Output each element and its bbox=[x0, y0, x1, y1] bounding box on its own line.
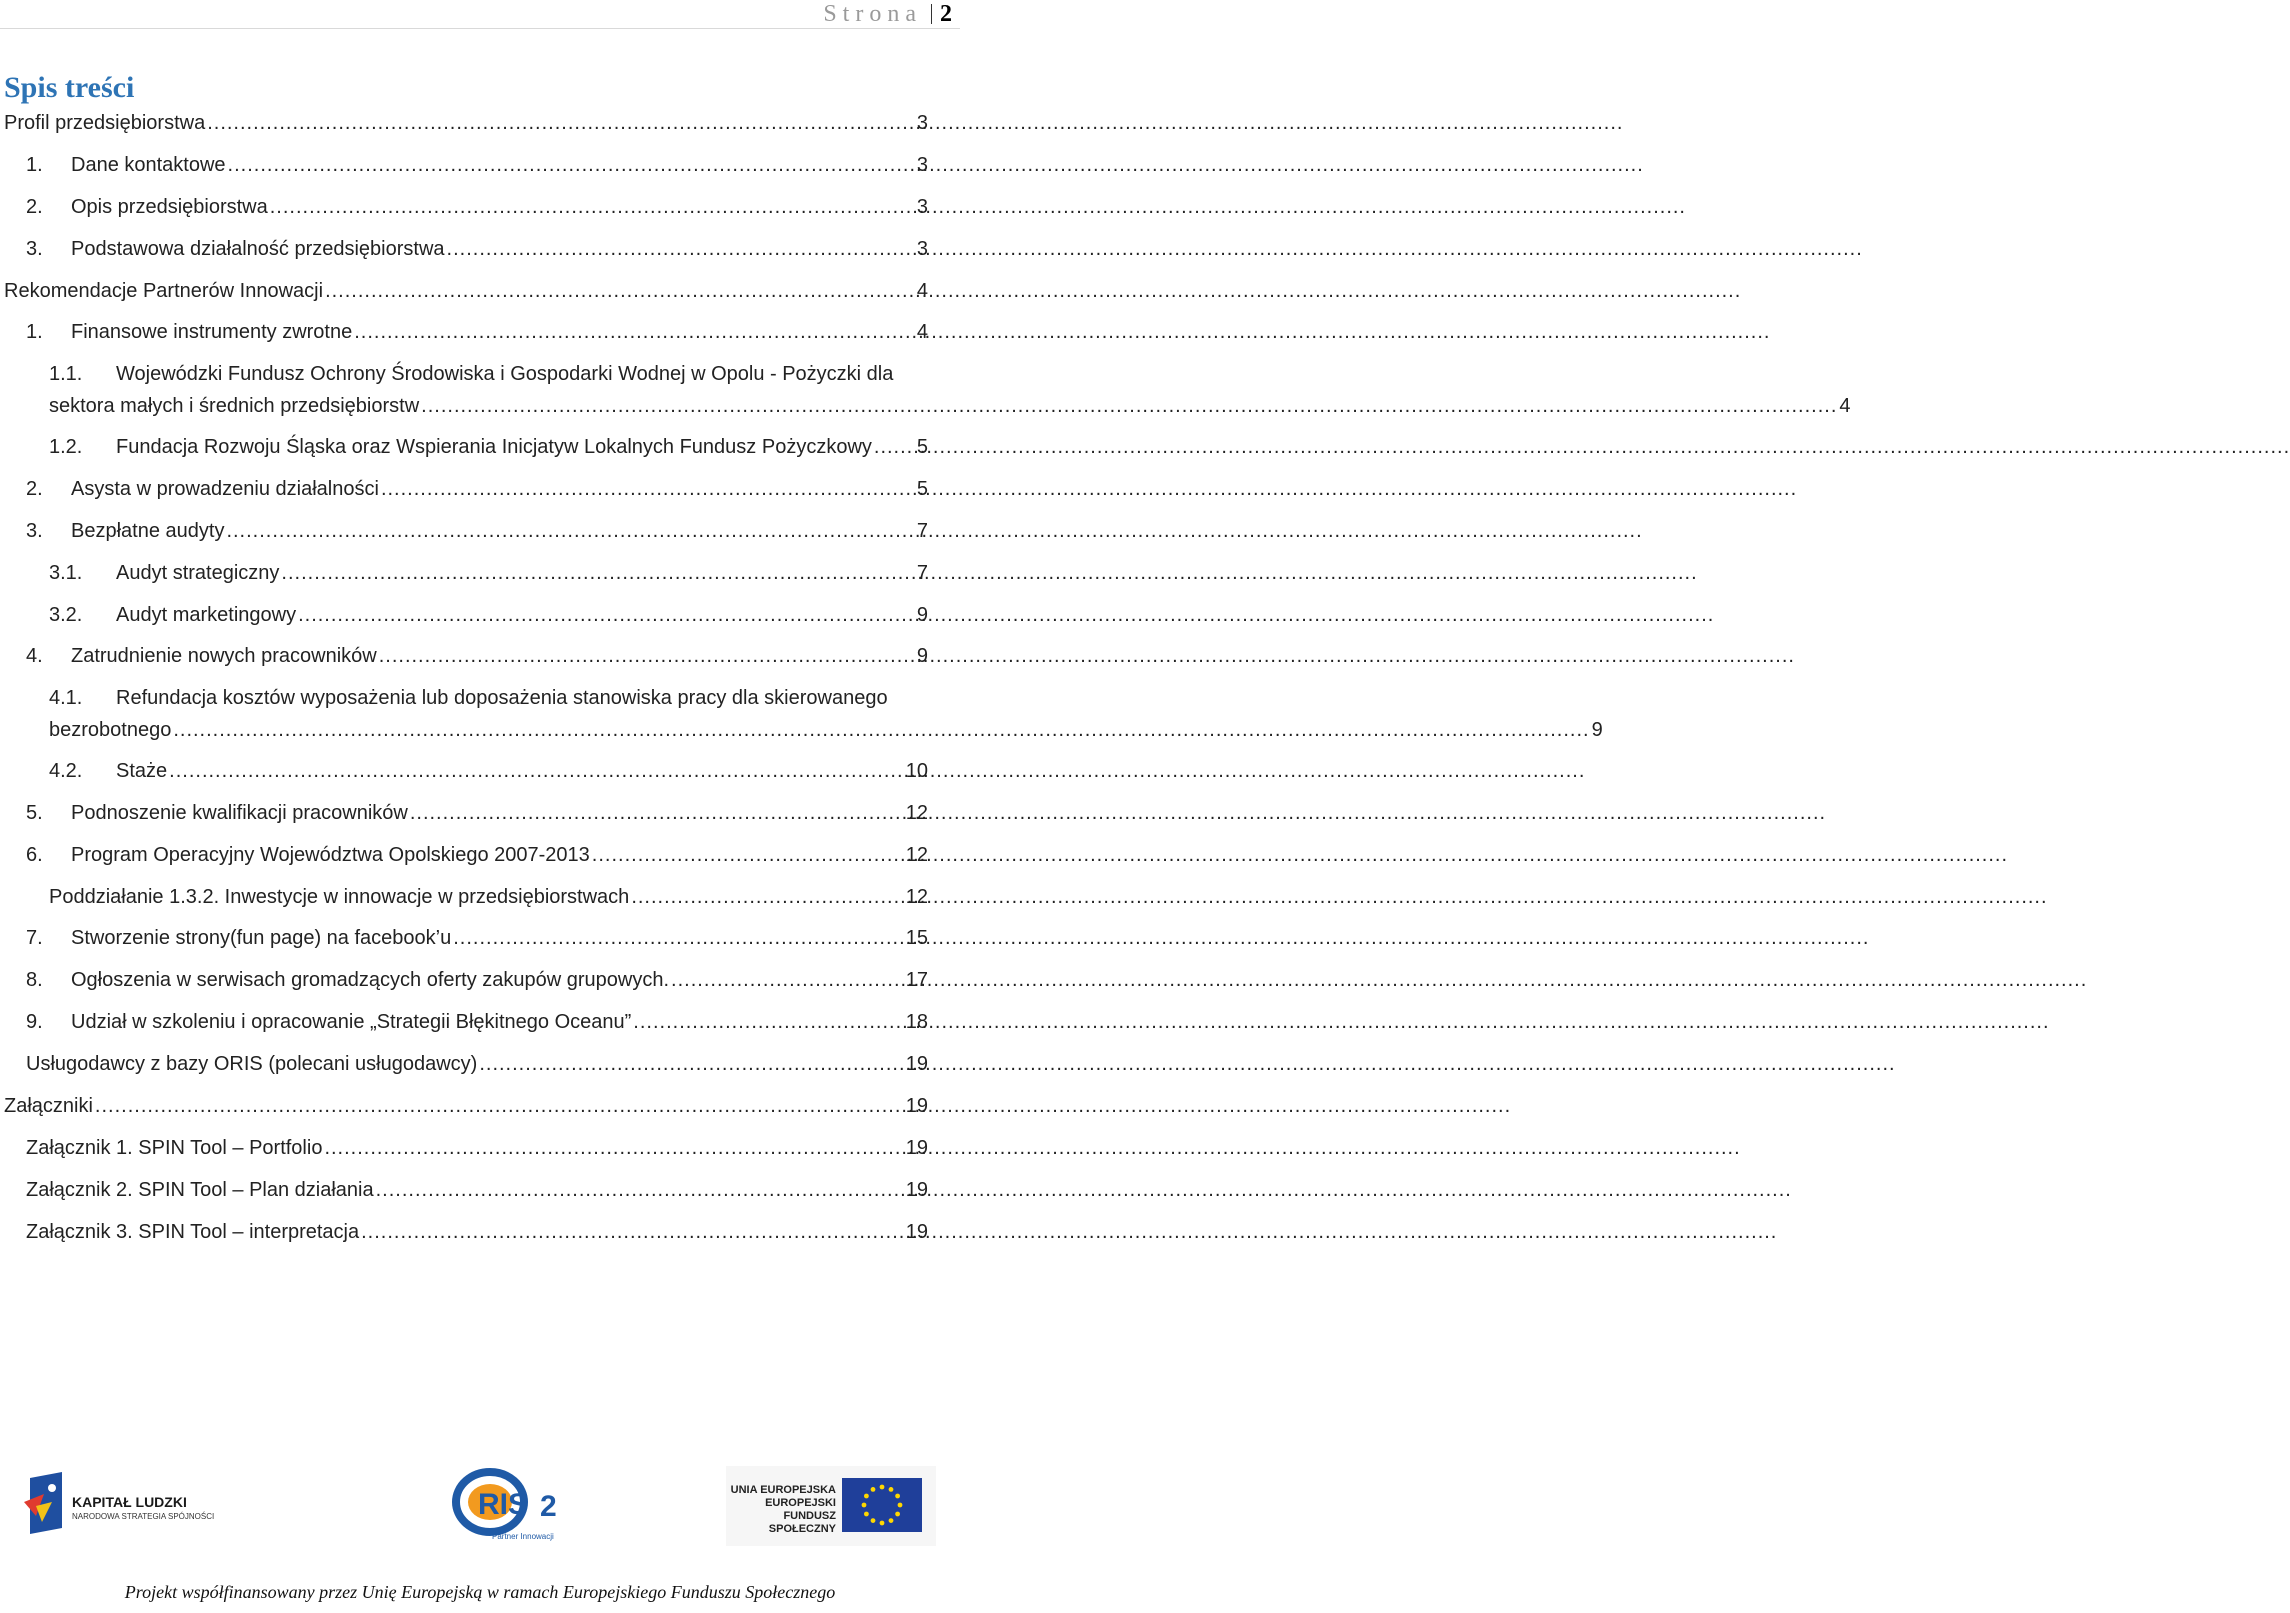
toc-leader bbox=[324, 1135, 903, 1161]
toc-entry-number: 1. bbox=[26, 154, 43, 176]
toc-entry-number: 2. bbox=[26, 196, 43, 218]
toc-entry-number: 4.1. bbox=[49, 687, 83, 709]
toc-entry-title: Opis przedsiębiorstwa bbox=[71, 196, 268, 218]
toc-entry-page: 9 bbox=[1591, 719, 1603, 741]
toc-entry-number: 4.2. bbox=[49, 760, 83, 782]
toc-entry-number: 8. bbox=[26, 969, 43, 991]
toc-leader bbox=[479, 1051, 903, 1077]
toc-entry[interactable] bbox=[4, 110, 928, 136]
toc-entry[interactable] bbox=[26, 319, 928, 345]
toc-entry-title: Finansowe instrumenty zwrotne bbox=[71, 321, 353, 343]
toc-leader bbox=[453, 925, 904, 951]
toc-entry[interactable] bbox=[49, 685, 1603, 743]
toc-entry-title: Audyt marketingowy bbox=[116, 604, 297, 626]
toc-entry[interactable] bbox=[26, 152, 928, 178]
eu-line-3: FUNDUSZ SPOŁECZNY bbox=[768, 1510, 836, 1535]
toc-entry-page: 4 bbox=[916, 280, 928, 302]
eu-logo bbox=[726, 1466, 936, 1546]
toc-entry-page: 19 bbox=[905, 1053, 928, 1075]
toc-entry[interactable] bbox=[26, 800, 928, 826]
toc-entry-title-cont: sektora małych i średnich przedsiębiorstw bbox=[49, 395, 420, 417]
toc-entry[interactable] bbox=[26, 1135, 928, 1161]
kapital-ludzki-subtitle: NARODOWA STRATEGIA SPÓJNOŚCI bbox=[72, 1512, 215, 1521]
toc-entry-number: 1. bbox=[26, 321, 43, 343]
toc-entry[interactable] bbox=[4, 1093, 928, 1119]
toc-entry-number: 1.2. bbox=[49, 436, 83, 458]
oris-subtitle: Partner Innowacji bbox=[492, 1532, 554, 1541]
toc-entry-number: 1.1. bbox=[49, 363, 83, 385]
toc-entry-title: Profil przedsiębiorstwa bbox=[4, 112, 206, 134]
toc-entry-second-line bbox=[49, 717, 1603, 743]
toc-entry[interactable] bbox=[26, 476, 928, 502]
toc-entry-page: 4 bbox=[1839, 395, 1851, 417]
toc-entry-second-line bbox=[49, 393, 1851, 419]
toc-entry-page: 5 bbox=[916, 436, 928, 458]
toc-entry-number: 5. bbox=[26, 802, 43, 824]
toc-entry-title: Asysta w prowadzeniu działalności bbox=[71, 478, 379, 500]
svg-text:RIS: RIS bbox=[478, 1488, 529, 1521]
toc-entry-page: 5 bbox=[916, 478, 928, 500]
page-label: Strona bbox=[823, 1, 922, 27]
toc-leader bbox=[421, 393, 1837, 419]
toc-entry-title: Refundacja kosztów wyposażenia lub doposażenia stanowiska pracy dla skierowanego bbox=[116, 687, 888, 709]
toc-leader bbox=[281, 560, 914, 586]
toc-entry[interactable] bbox=[26, 925, 928, 951]
eu-line-2: EUROPEJSKI bbox=[765, 1497, 836, 1509]
eu-logo-text bbox=[726, 1484, 836, 1536]
toc-entry-page: 19 bbox=[905, 1221, 928, 1243]
toc-leader bbox=[325, 278, 915, 304]
toc-entry-title: Udział w szkoleniu i opracowanie „Strategii Błękitnego Oceanu” bbox=[71, 1011, 632, 1033]
kapital-ludzki-name: KAPITAŁ LUDZKI bbox=[72, 1494, 187, 1510]
toc-title: Spis treści bbox=[4, 71, 135, 104]
toc-entry-title: Wojewódzki Fundusz Ochrony Środowiska i Gospodarki Wodnej w Opolu - Pożyczki dla bbox=[116, 363, 894, 385]
toc-leader bbox=[270, 194, 915, 220]
page-number: 2 bbox=[940, 1, 952, 27]
toc-leader bbox=[631, 884, 903, 910]
toc-entry-page: 18 bbox=[905, 1011, 928, 1033]
toc-leader bbox=[592, 842, 904, 868]
toc-entry-page: 17 bbox=[905, 969, 928, 991]
toc-entry-title: Rekomendacje Partnerów Innowacji bbox=[4, 280, 324, 302]
toc-leader bbox=[228, 152, 915, 178]
toc-entry-page: 7 bbox=[916, 562, 928, 584]
toc-entry-page: 3 bbox=[916, 238, 928, 260]
toc-leader bbox=[379, 643, 915, 669]
eu-flag-icon bbox=[842, 1478, 922, 1532]
toc-entry[interactable] bbox=[26, 236, 928, 262]
toc-entry-title: Podnoszenie kwalifikacji pracowników bbox=[71, 802, 408, 824]
toc-entry-title: Podstawowa działalność przedsiębiorstwa bbox=[71, 238, 445, 260]
toc-entry-title: Program Operacyjny Województwa Opolskiego 2007-2013 bbox=[71, 844, 590, 866]
toc-leader bbox=[298, 602, 915, 628]
toc-entry[interactable] bbox=[26, 1219, 928, 1245]
toc-entry-title: Załącznik 3. SPIN Tool – interpretacja bbox=[26, 1221, 360, 1243]
toc-entry[interactable] bbox=[26, 1177, 928, 1203]
toc-entry[interactable] bbox=[49, 434, 928, 460]
toc-entry-title: Stworzenie strony(fun page) na facebook’u bbox=[71, 927, 452, 949]
toc-entry-page: 19 bbox=[905, 1179, 928, 1201]
toc-entry-title: Dane kontaktowe bbox=[71, 154, 226, 176]
toc-entry-title: Załączniki bbox=[4, 1095, 93, 1117]
oris-logo bbox=[450, 1466, 570, 1556]
toc-entry-page: 3 bbox=[916, 112, 928, 134]
toc-entry[interactable] bbox=[49, 361, 1851, 419]
toc-entry[interactable] bbox=[49, 602, 928, 628]
toc-leader bbox=[447, 236, 915, 262]
footer-logos bbox=[0, 1460, 960, 1580]
toc-leader bbox=[410, 800, 904, 826]
toc-entry-title: Zatrudnienie nowych pracowników bbox=[71, 645, 377, 667]
toc-leader bbox=[874, 434, 915, 460]
svg-text:2: 2 bbox=[540, 1490, 557, 1523]
toc-entry-number: 3.1. bbox=[49, 562, 83, 584]
toc-entry-number: 4. bbox=[26, 645, 43, 667]
toc-entry-page: 9 bbox=[916, 604, 928, 626]
toc-entry-title: Audyt strategiczny bbox=[116, 562, 280, 584]
toc-entry-page: 12 bbox=[905, 886, 928, 908]
toc-entry[interactable] bbox=[26, 643, 928, 669]
toc-leader bbox=[633, 1009, 903, 1035]
toc-leader bbox=[207, 110, 915, 136]
toc-entry-page: 9 bbox=[916, 645, 928, 667]
toc-entry-number: 6. bbox=[26, 844, 43, 866]
toc-entry[interactable] bbox=[26, 1009, 928, 1035]
toc-entry-page: 3 bbox=[916, 196, 928, 218]
oris-emblem-icon bbox=[450, 1466, 570, 1536]
toc-entry[interactable] bbox=[49, 884, 928, 910]
toc-entry[interactable] bbox=[49, 758, 928, 784]
kapital-ludzki-logo bbox=[22, 1472, 232, 1542]
toc-leader bbox=[361, 1219, 904, 1245]
toc-entry[interactable] bbox=[26, 842, 928, 868]
toc-entry[interactable] bbox=[26, 194, 928, 220]
toc-entry-title: Usługodawcy z bazy ORIS (polecani usługodawcy) bbox=[26, 1053, 478, 1075]
toc-entry[interactable] bbox=[26, 518, 928, 544]
toc-entry-title-cont: bezrobotnego bbox=[49, 719, 172, 741]
toc-entry-page: 15 bbox=[905, 927, 928, 949]
toc-leader bbox=[173, 717, 1589, 743]
footer-text: Projekt współfinansowany przez Unię Europejską w ramach Europejskiego Funduszu Społecznego bbox=[124, 1582, 836, 1602]
toc-leader bbox=[671, 967, 904, 993]
toc-leader bbox=[381, 476, 915, 502]
toc-entry-title: Fundacja Rozwoju Śląska oraz Wspierania Inicjatyw Lokalnych Fundusz Pożyczkowy bbox=[116, 436, 872, 458]
toc-entry-title: Poddziałanie 1.3.2. Inwestycje w innowacje w przedsiębiorstwach bbox=[49, 886, 630, 908]
toc-entry[interactable] bbox=[49, 560, 928, 586]
toc-entry-number: 3.2. bbox=[49, 604, 83, 626]
toc-entry[interactable] bbox=[4, 278, 928, 304]
toc-entry-first-line bbox=[49, 361, 928, 387]
toc-entry-number: 3. bbox=[26, 238, 43, 260]
page-header bbox=[0, 0, 960, 29]
toc-entry-page: 4 bbox=[916, 321, 928, 343]
toc-entry-page: 3 bbox=[916, 154, 928, 176]
toc-leader bbox=[376, 1177, 904, 1203]
toc-entry-number: 3. bbox=[26, 520, 43, 542]
toc-entry-number: 2. bbox=[26, 478, 43, 500]
toc-entry-title: Staże bbox=[116, 760, 168, 782]
toc-entry-title: Załącznik 2. SPIN Tool – Plan działania bbox=[26, 1179, 374, 1201]
toc-entry-page: 12 bbox=[905, 802, 928, 824]
toc-leader bbox=[226, 518, 914, 544]
toc-entry[interactable] bbox=[26, 967, 928, 993]
toc-leader bbox=[354, 319, 915, 345]
toc-entry-page: 7 bbox=[916, 520, 928, 542]
kapital-ludzki-emblem-icon bbox=[22, 1472, 68, 1534]
toc-entry-title: Bezpłatne audyty bbox=[71, 520, 225, 542]
toc-entry-title: Załącznik 1. SPIN Tool – Portfolio bbox=[26, 1137, 323, 1159]
toc-leader bbox=[169, 758, 904, 784]
toc-entry-first-line bbox=[49, 685, 928, 711]
toc-entry-page: 10 bbox=[905, 760, 928, 782]
toc-entry-title: Ogłoszenia w serwisach gromadzących oferty zakupów grupowych. bbox=[71, 969, 670, 991]
toc-entry-page: 19 bbox=[905, 1137, 928, 1159]
toc-entry-page: 19 bbox=[905, 1095, 928, 1117]
toc-entry-number: 9. bbox=[26, 1011, 43, 1033]
toc-entry-number: 7. bbox=[26, 927, 43, 949]
toc-entry[interactable] bbox=[26, 1051, 928, 1077]
toc-leader bbox=[95, 1093, 904, 1119]
page-separator bbox=[931, 4, 932, 24]
eu-line-1: UNIA EUROPEJSKA bbox=[730, 1484, 836, 1496]
toc-entry-page: 12 bbox=[905, 844, 928, 866]
